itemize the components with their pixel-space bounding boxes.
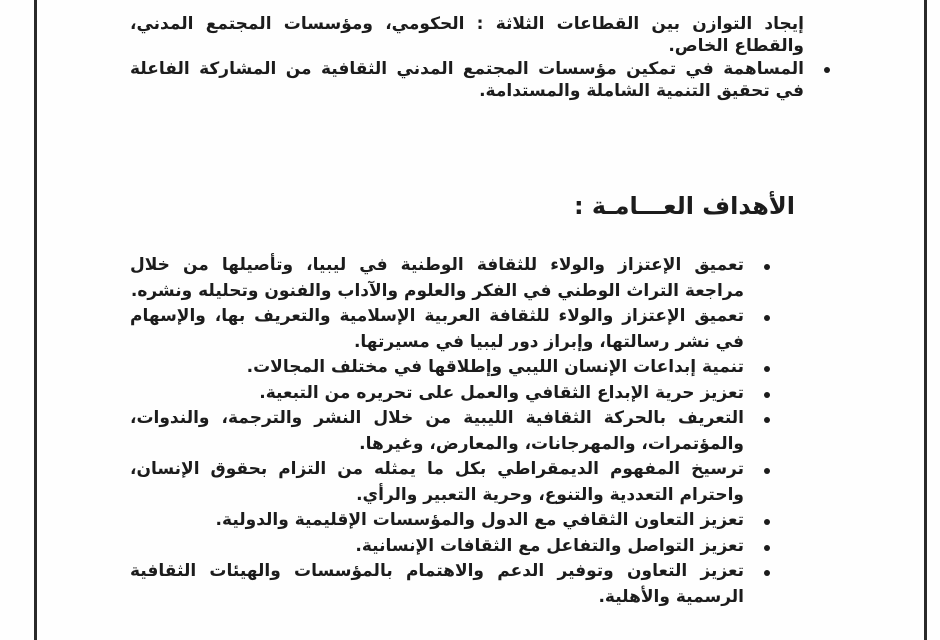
section-heading: الأهداف العـــامـة : (573, 192, 795, 220)
goal-text: تعزيز التواصل والتفاعل مع الثقافات الإنسانية. (355, 535, 744, 556)
page-border-left (34, 0, 37, 640)
bullet-icon (764, 545, 770, 551)
list-item (130, 253, 770, 304)
goal-text: تعميق الإعتزاز والولاء للثقافة العربية الإسلامية والتعريف بها، والإسهام في نشر رسالتها، وإبراز دور ليبيا في مسيرتها. (130, 306, 744, 352)
intro-continued-text: إيجاد التوازن بين القطاعات الثلاثة : الحكومي، ومؤسسات المجتمع المدني، والقطاع الخاص. (130, 13, 804, 56)
list-item (130, 457, 770, 508)
list-item (130, 508, 770, 534)
bullet-icon (764, 468, 770, 474)
intro-continued-item (130, 0, 830, 58)
bullet-icon (764, 264, 770, 270)
goals-section (130, 253, 770, 610)
list-item (130, 559, 770, 610)
goal-text: ترسيخ المفهوم الديمقراطي بكل ما يمثله من التزام بحقوق الإنسان، واحترام التعددية والتنوع، وحرية التعبير والرأي. (130, 459, 744, 505)
goal-text: تعزيز حرية الإبداع الثقافي والعمل على تحريره من التبعية. (259, 382, 744, 403)
bullet-icon (824, 67, 830, 73)
goal-text: تعميق الإعتزاز والولاء للثقافة الوطنية في ليبيا، وتأصيلها من خلال مراجعة التراث الوطني في الفكر والعلوم والآداب والفنون وتحليله ونشره. (130, 255, 744, 301)
list-item (130, 355, 770, 381)
bullet-icon (764, 417, 770, 423)
intro-section (130, 0, 830, 103)
list-item (130, 304, 770, 355)
intro-bullet-text: المساهمة في تمكين مؤسسات المجتمع المدني الثقافية من المشاركة الفاعلة في تحقيق التنمية الشاملة والمستدامة. (130, 58, 804, 101)
bullet-icon (764, 366, 770, 372)
page-border-right (924, 0, 927, 640)
bullet-icon (764, 519, 770, 525)
list-item (130, 381, 770, 407)
list-item (130, 58, 830, 103)
bullet-icon (764, 315, 770, 321)
bullet-icon (764, 392, 770, 398)
goal-text: تنمية إبداعات الإنسان الليبي وإطلاقها في مختلف المجالات. (246, 357, 744, 377)
goal-text: تعزيز التعاون وتوفير الدعم والاهتمام بالمؤسسات والهيئات الثقافية الرسمية والأهلية. (130, 561, 744, 607)
goal-text: التعريف بالحركة الثقافية الليبية من خلال النشر والترجمة، والندوات، والمؤتمرات، والمهرجانات، والمعارض، وغيرها. (130, 408, 744, 454)
bullet-icon (764, 570, 770, 576)
list-item (130, 406, 770, 457)
goal-text: تعزيز التعاون الثقافي مع الدول والمؤسسات الإقليمية والدولية. (215, 510, 744, 530)
goals-list (130, 253, 770, 610)
intro-list (130, 0, 830, 103)
list-item (130, 534, 770, 560)
